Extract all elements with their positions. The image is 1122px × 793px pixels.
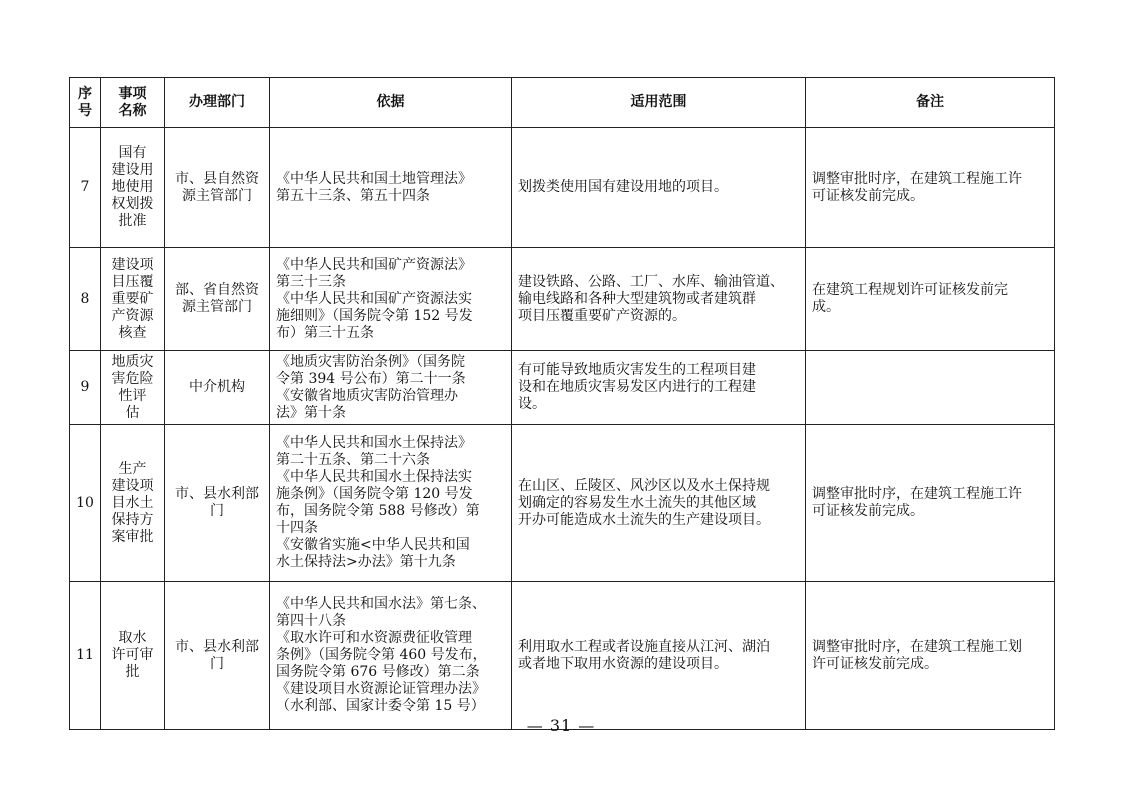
row-basis: 《中华人民共和国水土保持法》 第二十五条、第二十六条 《中华人民共和国水土保持法实 施条例》（国务院令第 120 号发 布，国务院令第 588 号修改）第 十四条 《安徽省实施<中华人民共和国 水土保持法>办法》第十九条 — [270, 425, 512, 582]
row-note: 调整审批时序，在建筑工程施工划 许可证核发前完成。 — [806, 582, 1055, 730]
row-scope: 划拨类使用国有建设用地的项目。 — [512, 128, 806, 248]
row-basis: 《中华人民共和国土地管理法》 第五十三条、第五十四条 — [270, 128, 512, 248]
page-number: — 31 — — [526, 716, 596, 735]
row-department: 中介机构 — [165, 351, 270, 425]
header-basis: 依据 — [270, 78, 512, 128]
header-department: 办理部门 — [165, 78, 270, 128]
row-item-name: 取水 许可审 批 — [101, 582, 165, 730]
row-basis: 《中华人民共和国水法》第七条、 第四十八条 《取水许可和水资源费征收管理 条例》（国务院令第 460 号发布， 国务院令第 676 号修改）第二条 《建设项目水资源论证管理办法》 （水利部、国家计委令第 15 号） — [270, 582, 512, 730]
row-scope: 在山区、丘陵区、风沙区以及水土保持规 划确定的容易发生水土流失的其他区域 开办可能造成水土流失的生产建设项目。 — [512, 425, 806, 582]
header-scope: 适用范围 — [512, 78, 806, 128]
table-row — [70, 128, 1055, 248]
approval-items-table — [69, 77, 1055, 730]
header-note: 备注 — [806, 78, 1055, 128]
row-note: 调整审批时序，在建筑工程施工许 可证核发前完成。 — [806, 425, 1055, 582]
row-note: 调整审批时序，在建筑工程施工许 可证核发前完成。 — [806, 128, 1055, 248]
row-note: 在建筑工程规划许可证核发前完 成。 — [806, 248, 1055, 351]
row-scope: 利用取水工程或者设施直接从江河、湖泊 或者地下取用水资源的建设项目。 — [512, 582, 806, 730]
row-basis: 《地质灾害防治条例》（国务院 令第 394 号公布）第二十一条 《安徽省地质灾害防治管理办 法》第十条 — [270, 351, 512, 425]
row-no: 9 — [70, 351, 101, 425]
row-no: 7 — [70, 128, 101, 248]
row-item-name: 国有 建设用 地使用 权划拨 批准 — [101, 128, 165, 248]
header-item-name: 事项 名称 — [101, 78, 165, 128]
row-no: 8 — [70, 248, 101, 351]
row-department: 市、县自然资 源主管部门 — [165, 128, 270, 248]
row-basis: 《中华人民共和国矿产资源法》 第三十三条 《中华人民共和国矿产资源法实 施细则》（国务院令第 152 号发 布）第三十五条 — [270, 248, 512, 351]
row-item-name: 建设项 目压覆 重要矿 产资源 核查 — [101, 248, 165, 351]
row-scope: 有可能导致地质灾害发生的工程项目建 设和在地质灾害易发区内进行的工程建 设。 — [512, 351, 806, 425]
row-note — [806, 351, 1055, 425]
row-no: 10 — [70, 425, 101, 582]
table-header-row — [70, 78, 1055, 128]
row-department: 部、省自然资 源主管部门 — [165, 248, 270, 351]
row-department: 市、县水利部 门 — [165, 582, 270, 730]
row-scope: 建设铁路、公路、工厂、水库、输油管道、 输电线路和各种大型建筑物或者建筑群 项目压覆重要矿产资源的。 — [512, 248, 806, 351]
row-item-name: 地质灾 害危险 性评 估 — [101, 351, 165, 425]
table-row — [70, 351, 1055, 425]
header-no: 序 号 — [70, 78, 101, 128]
table-row — [70, 425, 1055, 582]
row-department: 市、县水利部 门 — [165, 425, 270, 582]
row-no: 11 — [70, 582, 101, 730]
table-row — [70, 248, 1055, 351]
row-item-name: 生产 建设项 目水土 保持方 案审批 — [101, 425, 165, 582]
table-row — [70, 582, 1055, 730]
